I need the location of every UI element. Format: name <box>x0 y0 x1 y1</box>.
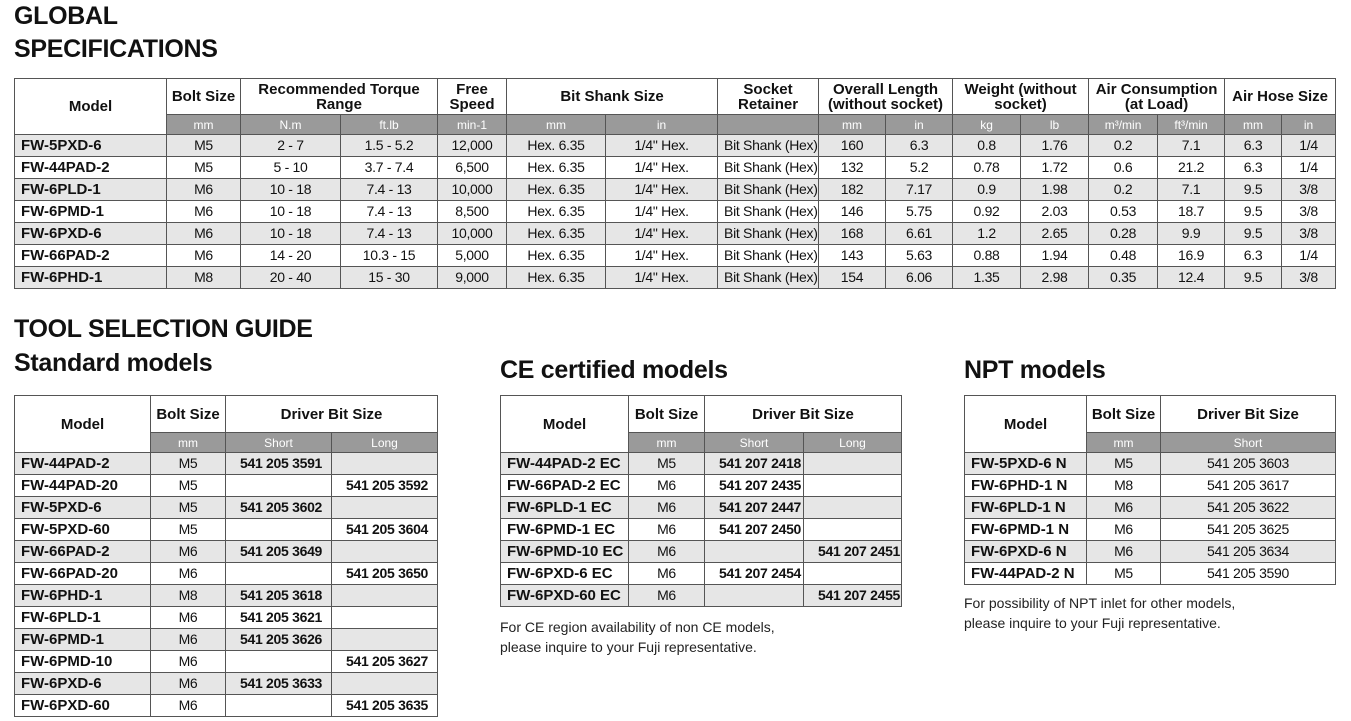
model-cell: FW-44PAD-20 <box>15 475 151 497</box>
standard-models-table <box>14 395 438 717</box>
table-row <box>15 497 438 519</box>
value-cell: 0.92 <box>953 201 1021 223</box>
value-cell: Bit Shank (Hex) <box>718 267 819 289</box>
ce-models-table <box>500 395 902 607</box>
npt-models-table <box>964 395 1336 585</box>
value-cell: 0.2 <box>1089 179 1158 201</box>
value-cell: 154 <box>819 267 886 289</box>
table-row <box>15 519 438 541</box>
value-cell: M5 <box>151 497 226 519</box>
value-cell: 1/4" Hex. <box>606 201 718 223</box>
value-cell: 1/4 <box>1282 135 1336 157</box>
value-cell: M8 <box>151 585 226 607</box>
unit-cell: in <box>886 115 953 135</box>
ce-note-line-2: please inquire to your Fuji representative. <box>500 639 757 655</box>
value-cell: M6 <box>167 245 241 267</box>
value-cell: 21.2 <box>1158 157 1225 179</box>
value-cell: 2 - 7 <box>241 135 341 157</box>
table-row <box>501 585 902 607</box>
model-cell: FW-6PMD-1 <box>15 629 151 651</box>
value-cell: 0.78 <box>953 157 1021 179</box>
value-cell: M6 <box>151 629 226 651</box>
value-cell: M8 <box>167 267 241 289</box>
value-cell: Hex. 6.35 <box>507 223 606 245</box>
unit-short: Short <box>1161 433 1336 453</box>
model-cell: FW-6PMD-1 <box>15 201 167 223</box>
value-cell: 541 205 3590 <box>1161 563 1336 585</box>
header-model: Model <box>501 396 629 453</box>
value-cell: 541 207 2455 <box>804 585 902 607</box>
model-cell: FW-6PHD-1 N <box>965 475 1087 497</box>
value-cell: 9.5 <box>1225 267 1282 289</box>
value-cell: 1.72 <box>1021 157 1089 179</box>
table-row <box>15 607 438 629</box>
table-row <box>501 453 902 475</box>
value-cell: 10.3 - 15 <box>341 245 438 267</box>
standard-models-title: Standard models <box>14 349 213 377</box>
value-cell <box>804 563 902 585</box>
value-cell: 2.98 <box>1021 267 1089 289</box>
value-cell: 12,000 <box>438 135 507 157</box>
value-cell: 6,500 <box>438 157 507 179</box>
value-cell: Hex. 6.35 <box>507 135 606 157</box>
value-cell: 14 - 20 <box>241 245 341 267</box>
ce-models-title: CE certified models <box>500 356 728 384</box>
value-cell: 3/8 <box>1282 223 1336 245</box>
value-cell: 143 <box>819 245 886 267</box>
value-cell: 7.4 - 13 <box>341 201 438 223</box>
unit-cell: lb <box>1021 115 1089 135</box>
header-bit-shank: Bit Shank Size <box>507 79 718 115</box>
value-cell: 6.3 <box>1225 157 1282 179</box>
value-cell: Bit Shank (Hex) <box>718 157 819 179</box>
title-line-2: SPECIFICATIONS <box>14 35 218 63</box>
value-cell: M6 <box>167 223 241 245</box>
value-cell: 7.1 <box>1158 135 1225 157</box>
table-row <box>15 179 1336 201</box>
header-bolt-size: Bolt Size <box>151 396 226 433</box>
value-cell: 132 <box>819 157 886 179</box>
value-cell: M6 <box>1087 541 1161 563</box>
value-cell <box>332 497 438 519</box>
value-cell <box>226 695 332 717</box>
value-cell: 1/4" Hex. <box>606 267 718 289</box>
value-cell <box>226 651 332 673</box>
model-cell: FW-44PAD-2 EC <box>501 453 629 475</box>
value-cell: 6.3 <box>886 135 953 157</box>
table-row <box>15 563 438 585</box>
value-cell: M6 <box>167 201 241 223</box>
value-cell: 541 205 3634 <box>1161 541 1336 563</box>
model-cell: FW-6PXD-6 N <box>965 541 1087 563</box>
value-cell: 541 207 2418 <box>705 453 804 475</box>
model-cell: FW-44PAD-2 <box>15 157 167 179</box>
value-cell: 541 205 3625 <box>1161 519 1336 541</box>
model-cell: FW-6PXD-6 EC <box>501 563 629 585</box>
table-row <box>15 629 438 651</box>
model-cell: FW-6PXD-60 EC <box>501 585 629 607</box>
value-cell <box>804 519 902 541</box>
value-cell: M6 <box>629 497 705 519</box>
model-cell: FW-5PXD-60 <box>15 519 151 541</box>
value-cell <box>705 585 804 607</box>
value-cell: M6 <box>629 541 705 563</box>
value-cell: 541 205 3649 <box>226 541 332 563</box>
value-cell: 7.4 - 13 <box>341 179 438 201</box>
value-cell: 10,000 <box>438 179 507 201</box>
value-cell: 541 205 3618 <box>226 585 332 607</box>
npt-note-line-1: For possibility of NPT inlet for other models, <box>964 595 1236 611</box>
value-cell: M5 <box>1087 563 1161 585</box>
value-cell: Bit Shank (Hex) <box>718 223 819 245</box>
value-cell: 541 205 3627 <box>332 651 438 673</box>
value-cell: M5 <box>1087 453 1161 475</box>
table-row <box>965 497 1336 519</box>
unit-cell: N.m <box>241 115 341 135</box>
value-cell: 0.28 <box>1089 223 1158 245</box>
value-cell: M5 <box>167 157 241 179</box>
unit-mm: mm <box>629 433 705 453</box>
model-cell: FW-6PHD-1 <box>15 267 167 289</box>
value-cell: 7.4 - 13 <box>341 223 438 245</box>
value-cell <box>804 497 902 519</box>
value-cell: Bit Shank (Hex) <box>718 179 819 201</box>
table-row <box>965 519 1336 541</box>
value-cell <box>804 453 902 475</box>
value-cell: 5.2 <box>886 157 953 179</box>
unit-cell: mm <box>167 115 241 135</box>
value-cell: 0.2 <box>1089 135 1158 157</box>
value-cell: 541 205 3626 <box>226 629 332 651</box>
table-row <box>965 475 1336 497</box>
value-cell: 1/4" Hex. <box>606 157 718 179</box>
header-driver-bit: Driver Bit Size <box>226 396 438 433</box>
table-row <box>501 541 902 563</box>
value-cell: 182 <box>819 179 886 201</box>
value-cell <box>226 563 332 585</box>
value-cell: 7.1 <box>1158 179 1225 201</box>
value-cell: M6 <box>167 179 241 201</box>
value-cell: M5 <box>167 135 241 157</box>
value-cell: 0.6 <box>1089 157 1158 179</box>
value-cell: M6 <box>151 563 226 585</box>
model-cell: FW-66PAD-2 <box>15 541 151 563</box>
value-cell: 3/8 <box>1282 179 1336 201</box>
table-row <box>15 201 1336 223</box>
value-cell: 10 - 18 <box>241 179 341 201</box>
global-specifications-title <box>14 0 218 66</box>
table-row <box>501 563 902 585</box>
value-cell: 6.3 <box>1225 245 1282 267</box>
value-cell: 9.5 <box>1225 223 1282 245</box>
value-cell <box>332 541 438 563</box>
model-cell: FW-6PHD-1 <box>15 585 151 607</box>
table-row <box>501 497 902 519</box>
value-cell: 541 207 2451 <box>804 541 902 563</box>
value-cell: 541 205 3633 <box>226 673 332 695</box>
value-cell <box>332 453 438 475</box>
value-cell: 541 205 3650 <box>332 563 438 585</box>
value-cell: 6.61 <box>886 223 953 245</box>
unit-cell: in <box>1282 115 1336 135</box>
value-cell: 1.76 <box>1021 135 1089 157</box>
value-cell: M6 <box>151 673 226 695</box>
value-cell: 541 205 3635 <box>332 695 438 717</box>
header-bolt-size: Bolt Size <box>1087 396 1161 433</box>
value-cell: Hex. 6.35 <box>507 201 606 223</box>
value-cell: 0.88 <box>953 245 1021 267</box>
value-cell: 1.2 <box>953 223 1021 245</box>
tool-selection-guide-title: TOOL SELECTION GUIDE <box>14 315 313 343</box>
value-cell: 541 207 2435 <box>705 475 804 497</box>
header-torque: Recommended Torque Range <box>241 79 438 115</box>
value-cell: M5 <box>151 475 226 497</box>
value-cell: 2.03 <box>1021 201 1089 223</box>
value-cell: 160 <box>819 135 886 157</box>
table-row <box>15 651 438 673</box>
value-cell: 9,000 <box>438 267 507 289</box>
header-model: Model <box>965 396 1087 453</box>
value-cell: 0.48 <box>1089 245 1158 267</box>
value-cell: 1/4" Hex. <box>606 179 718 201</box>
table-row <box>15 453 438 475</box>
ce-note <box>500 617 775 657</box>
header-model: Model <box>15 396 151 453</box>
ce-note-line-1: For CE region availability of non CE models, <box>500 619 775 635</box>
table-row <box>15 585 438 607</box>
value-cell: 541 205 3622 <box>1161 497 1336 519</box>
value-cell: 1/4 <box>1282 245 1336 267</box>
value-cell: 6.3 <box>1225 135 1282 157</box>
value-cell: 0.53 <box>1089 201 1158 223</box>
value-cell: 5,000 <box>438 245 507 267</box>
value-cell: M6 <box>1087 497 1161 519</box>
header-driver-bit: Driver Bit Size <box>1161 396 1336 433</box>
value-cell: 7.17 <box>886 179 953 201</box>
value-cell: M6 <box>151 651 226 673</box>
unit-long: Long <box>804 433 902 453</box>
value-cell: 18.7 <box>1158 201 1225 223</box>
value-cell: 10 - 18 <box>241 223 341 245</box>
unit-cell: mm <box>1225 115 1282 135</box>
value-cell: Bit Shank (Hex) <box>718 245 819 267</box>
value-cell: 3/8 <box>1282 201 1336 223</box>
table-row <box>15 695 438 717</box>
value-cell: 6.06 <box>886 267 953 289</box>
value-cell: 1/4 <box>1282 157 1336 179</box>
header-air-consumption: Air Consumption (at Load) <box>1089 79 1225 115</box>
model-cell: FW-5PXD-6 <box>15 135 167 157</box>
table-row <box>965 453 1336 475</box>
value-cell: 1/4" Hex. <box>606 223 718 245</box>
value-cell: M6 <box>151 541 226 563</box>
value-cell: 15 - 30 <box>341 267 438 289</box>
unit-cell <box>718 115 819 135</box>
model-cell: FW-6PXD-6 <box>15 673 151 695</box>
value-cell: Hex. 6.35 <box>507 157 606 179</box>
value-cell <box>332 629 438 651</box>
header-driver-bit: Driver Bit Size <box>705 396 902 433</box>
unit-long: Long <box>332 433 438 453</box>
model-cell: FW-6PLD-1 <box>15 607 151 629</box>
value-cell <box>226 475 332 497</box>
value-cell: 541 207 2450 <box>705 519 804 541</box>
value-cell: Bit Shank (Hex) <box>718 201 819 223</box>
value-cell: M5 <box>151 519 226 541</box>
header-bolt-size: Bolt Size <box>167 79 241 115</box>
value-cell: 1/4" Hex. <box>606 245 718 267</box>
unit-cell: mm <box>819 115 886 135</box>
model-cell: FW-66PAD-2 EC <box>501 475 629 497</box>
npt-note <box>964 593 1235 633</box>
model-cell: FW-5PXD-6 <box>15 497 151 519</box>
value-cell: 168 <box>819 223 886 245</box>
value-cell: 3.7 - 7.4 <box>341 157 438 179</box>
value-cell: Hex. 6.35 <box>507 245 606 267</box>
value-cell: 12.4 <box>1158 267 1225 289</box>
value-cell: 1.94 <box>1021 245 1089 267</box>
value-cell: Hex. 6.35 <box>507 179 606 201</box>
table-row <box>15 267 1336 289</box>
header-overall-length: Overall Length (without socket) <box>819 79 953 115</box>
value-cell: M6 <box>151 695 226 717</box>
value-cell: 5.63 <box>886 245 953 267</box>
model-cell: FW-6PMD-1 N <box>965 519 1087 541</box>
value-cell: 541 205 3591 <box>226 453 332 475</box>
value-cell: 146 <box>819 201 886 223</box>
value-cell: 0.35 <box>1089 267 1158 289</box>
value-cell: 541 205 3604 <box>332 519 438 541</box>
unit-cell: ft³/min <box>1158 115 1225 135</box>
header-free-speed: Free Speed <box>438 79 507 115</box>
model-cell: FW-44PAD-2 N <box>965 563 1087 585</box>
value-cell: 541 205 3603 <box>1161 453 1336 475</box>
table-row <box>965 541 1336 563</box>
unit-cell: kg <box>953 115 1021 135</box>
value-cell: M6 <box>1087 519 1161 541</box>
global-specifications-table <box>14 78 1336 289</box>
table-row <box>15 245 1336 267</box>
unit-short: Short <box>705 433 804 453</box>
value-cell: 541 205 3602 <box>226 497 332 519</box>
value-cell <box>332 673 438 695</box>
model-cell: FW-5PXD-6 N <box>965 453 1087 475</box>
value-cell: 1.98 <box>1021 179 1089 201</box>
title-line-1: GLOBAL <box>14 2 118 30</box>
value-cell: M6 <box>629 585 705 607</box>
value-cell: M6 <box>151 607 226 629</box>
value-cell: M6 <box>629 563 705 585</box>
model-cell: FW-6PXD-60 <box>15 695 151 717</box>
value-cell: M5 <box>151 453 226 475</box>
value-cell: 541 205 3617 <box>1161 475 1336 497</box>
model-cell: FW-6PMD-10 <box>15 651 151 673</box>
value-cell: 10 - 18 <box>241 201 341 223</box>
value-cell <box>226 519 332 541</box>
value-cell: 0.8 <box>953 135 1021 157</box>
model-cell: FW-6PLD-1 EC <box>501 497 629 519</box>
value-cell: 20 - 40 <box>241 267 341 289</box>
header-air-hose: Air Hose Size <box>1225 79 1336 115</box>
value-cell: 9.5 <box>1225 179 1282 201</box>
value-cell: Hex. 6.35 <box>507 267 606 289</box>
unit-cell: min-1 <box>438 115 507 135</box>
model-cell: FW-44PAD-2 <box>15 453 151 475</box>
value-cell <box>332 585 438 607</box>
value-cell <box>332 607 438 629</box>
unit-cell: m³/min <box>1089 115 1158 135</box>
value-cell: 1.5 - 5.2 <box>341 135 438 157</box>
value-cell: M5 <box>629 453 705 475</box>
model-cell: FW-6PMD-1 EC <box>501 519 629 541</box>
value-cell <box>705 541 804 563</box>
table-row <box>15 541 438 563</box>
header-model: Model <box>15 79 167 135</box>
table-row <box>15 475 438 497</box>
value-cell: 541 207 2454 <box>705 563 804 585</box>
model-cell: FW-6PLD-1 <box>15 179 167 201</box>
unit-short: Short <box>226 433 332 453</box>
value-cell: 0.9 <box>953 179 1021 201</box>
unit-cell: ft.lb <box>341 115 438 135</box>
value-cell: 1/4" Hex. <box>606 135 718 157</box>
value-cell: 541 205 3621 <box>226 607 332 629</box>
npt-note-line-2: please inquire to your Fuji representative. <box>964 615 1221 631</box>
model-cell: FW-6PMD-10 EC <box>501 541 629 563</box>
table-row <box>15 673 438 695</box>
value-cell: 10,000 <box>438 223 507 245</box>
value-cell: M6 <box>629 475 705 497</box>
value-cell: M8 <box>1087 475 1161 497</box>
value-cell: 5 - 10 <box>241 157 341 179</box>
value-cell: 541 207 2447 <box>705 497 804 519</box>
value-cell: 8,500 <box>438 201 507 223</box>
value-cell: 3/8 <box>1282 267 1336 289</box>
table-row <box>501 475 902 497</box>
value-cell: 541 205 3592 <box>332 475 438 497</box>
value-cell: 9.9 <box>1158 223 1225 245</box>
value-cell: 16.9 <box>1158 245 1225 267</box>
unit-mm: mm <box>151 433 226 453</box>
unit-mm: mm <box>1087 433 1161 453</box>
value-cell <box>804 475 902 497</box>
value-cell: Bit Shank (Hex) <box>718 135 819 157</box>
table-row <box>965 563 1336 585</box>
header-bolt-size: Bolt Size <box>629 396 705 433</box>
table-row <box>501 519 902 541</box>
model-cell: FW-6PXD-6 <box>15 223 167 245</box>
unit-cell: mm <box>507 115 606 135</box>
model-cell: FW-6PLD-1 N <box>965 497 1087 519</box>
model-cell: FW-66PAD-20 <box>15 563 151 585</box>
header-weight: Weight (without socket) <box>953 79 1089 115</box>
value-cell: 1.35 <box>953 267 1021 289</box>
table-row <box>15 223 1336 245</box>
value-cell: 5.75 <box>886 201 953 223</box>
model-cell: FW-66PAD-2 <box>15 245 167 267</box>
unit-cell: in <box>606 115 718 135</box>
table-row <box>15 157 1336 179</box>
value-cell: M6 <box>629 519 705 541</box>
header-socket-retainer: Socket Retainer <box>718 79 819 115</box>
table-row <box>15 135 1336 157</box>
npt-models-title: NPT models <box>964 356 1106 384</box>
value-cell: 9.5 <box>1225 201 1282 223</box>
value-cell: 2.65 <box>1021 223 1089 245</box>
